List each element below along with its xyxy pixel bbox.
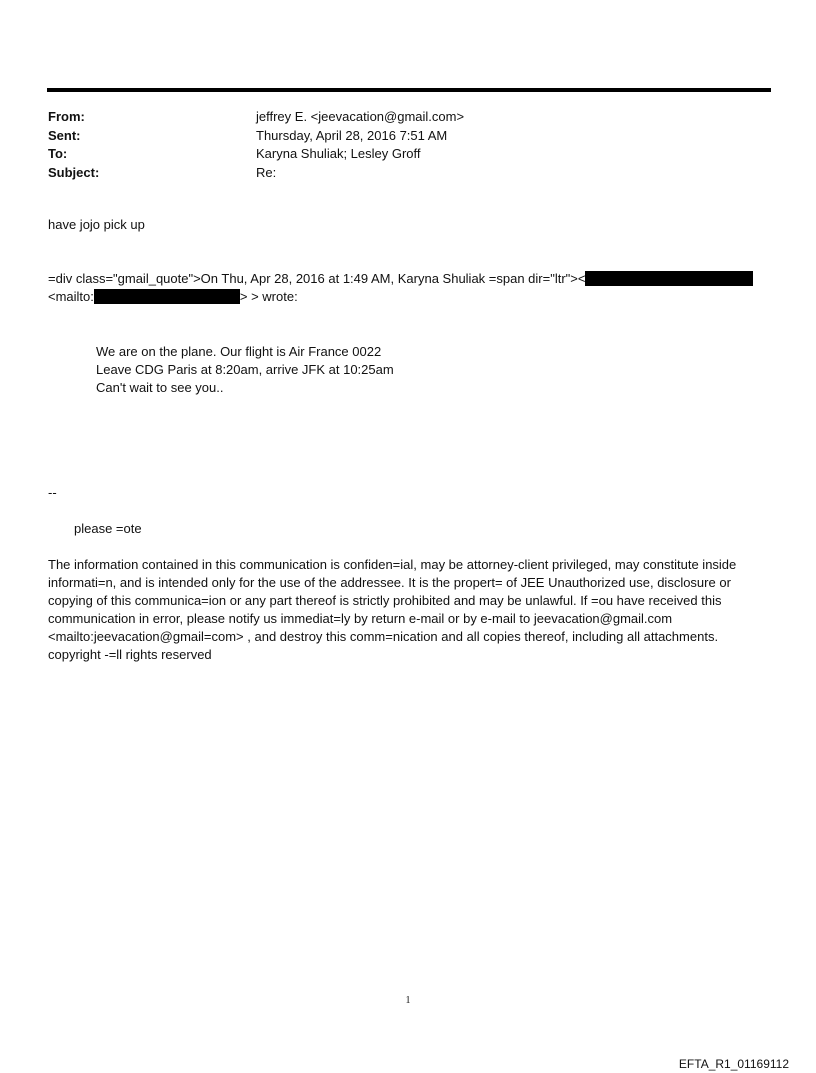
quote-intro-line2 — [48, 288, 298, 306]
quoted-line: We are on the plane. Our flight is Air France 0022 — [96, 344, 382, 359]
email-header — [48, 108, 464, 182]
sent-row — [48, 127, 464, 146]
wrote-suffix: > > wrote: — [239, 289, 298, 304]
sent-label: Sent: — [48, 127, 81, 143]
to-value: Karyna Shuliak; Lesley Groff — [256, 146, 421, 161]
to-label: To: — [48, 146, 68, 161]
quoted-message — [96, 343, 394, 397]
sent-value: Thursday, April 28, 2016 7:51 AM — [256, 127, 448, 143]
quote-intro-line1 — [48, 270, 753, 288]
quoted-line: Can't wait to see you.. — [96, 380, 224, 395]
quoted-line: Leave CDG Paris at 8:20am, arrive JFK at 10:25am — [96, 362, 394, 377]
redaction-box — [94, 289, 240, 304]
page-number: 1 — [405, 995, 411, 1006]
from-row — [48, 108, 464, 127]
header-rule — [47, 88, 771, 92]
reply-text: have jojo pick up — [48, 217, 145, 232]
redaction-box — [585, 271, 753, 286]
subject-row — [48, 164, 464, 183]
subject-label: Subject: — [48, 164, 100, 180]
signature-separator: -- — [48, 485, 57, 500]
to-row — [48, 145, 464, 164]
from-label: From: — [48, 109, 85, 124]
mailto-prefix: <mailto: — [48, 289, 94, 304]
quote-intro-text: =div class="gmail_quote">On Thu, Apr 28, 2016 at 1:49 AM, Karyna Shuliak =span dir="ltr">< — [48, 271, 586, 286]
disclaimer-text: The information contained in this communication is confiden=ial, may be attorney-client privileged, may constitute inside informati=n, and is intended only for the use of the addressee. It is the propert= of JEE Unauthorized use, disclosure or copying of this communica=ion or any part thereof is strictly prohibited and may be unlawful. If =ou have received this communication in error, please notify us immediat=ly by return e-mail or by e-mail to jeevacation@gmail.com <mailto:jeevacation@gmail=com> , and destroy this comm=nication and all copies thereof, including all attachments. copyright -=ll rights reserved — [48, 557, 737, 662]
subject-value: Re: — [256, 164, 277, 180]
please-note: please =ote — [74, 521, 142, 536]
from-value: jeffrey E. <jeevacation@gmail.com> — [256, 109, 465, 124]
bates-number: EFTA_R1_01169112 — [678, 1057, 789, 1071]
